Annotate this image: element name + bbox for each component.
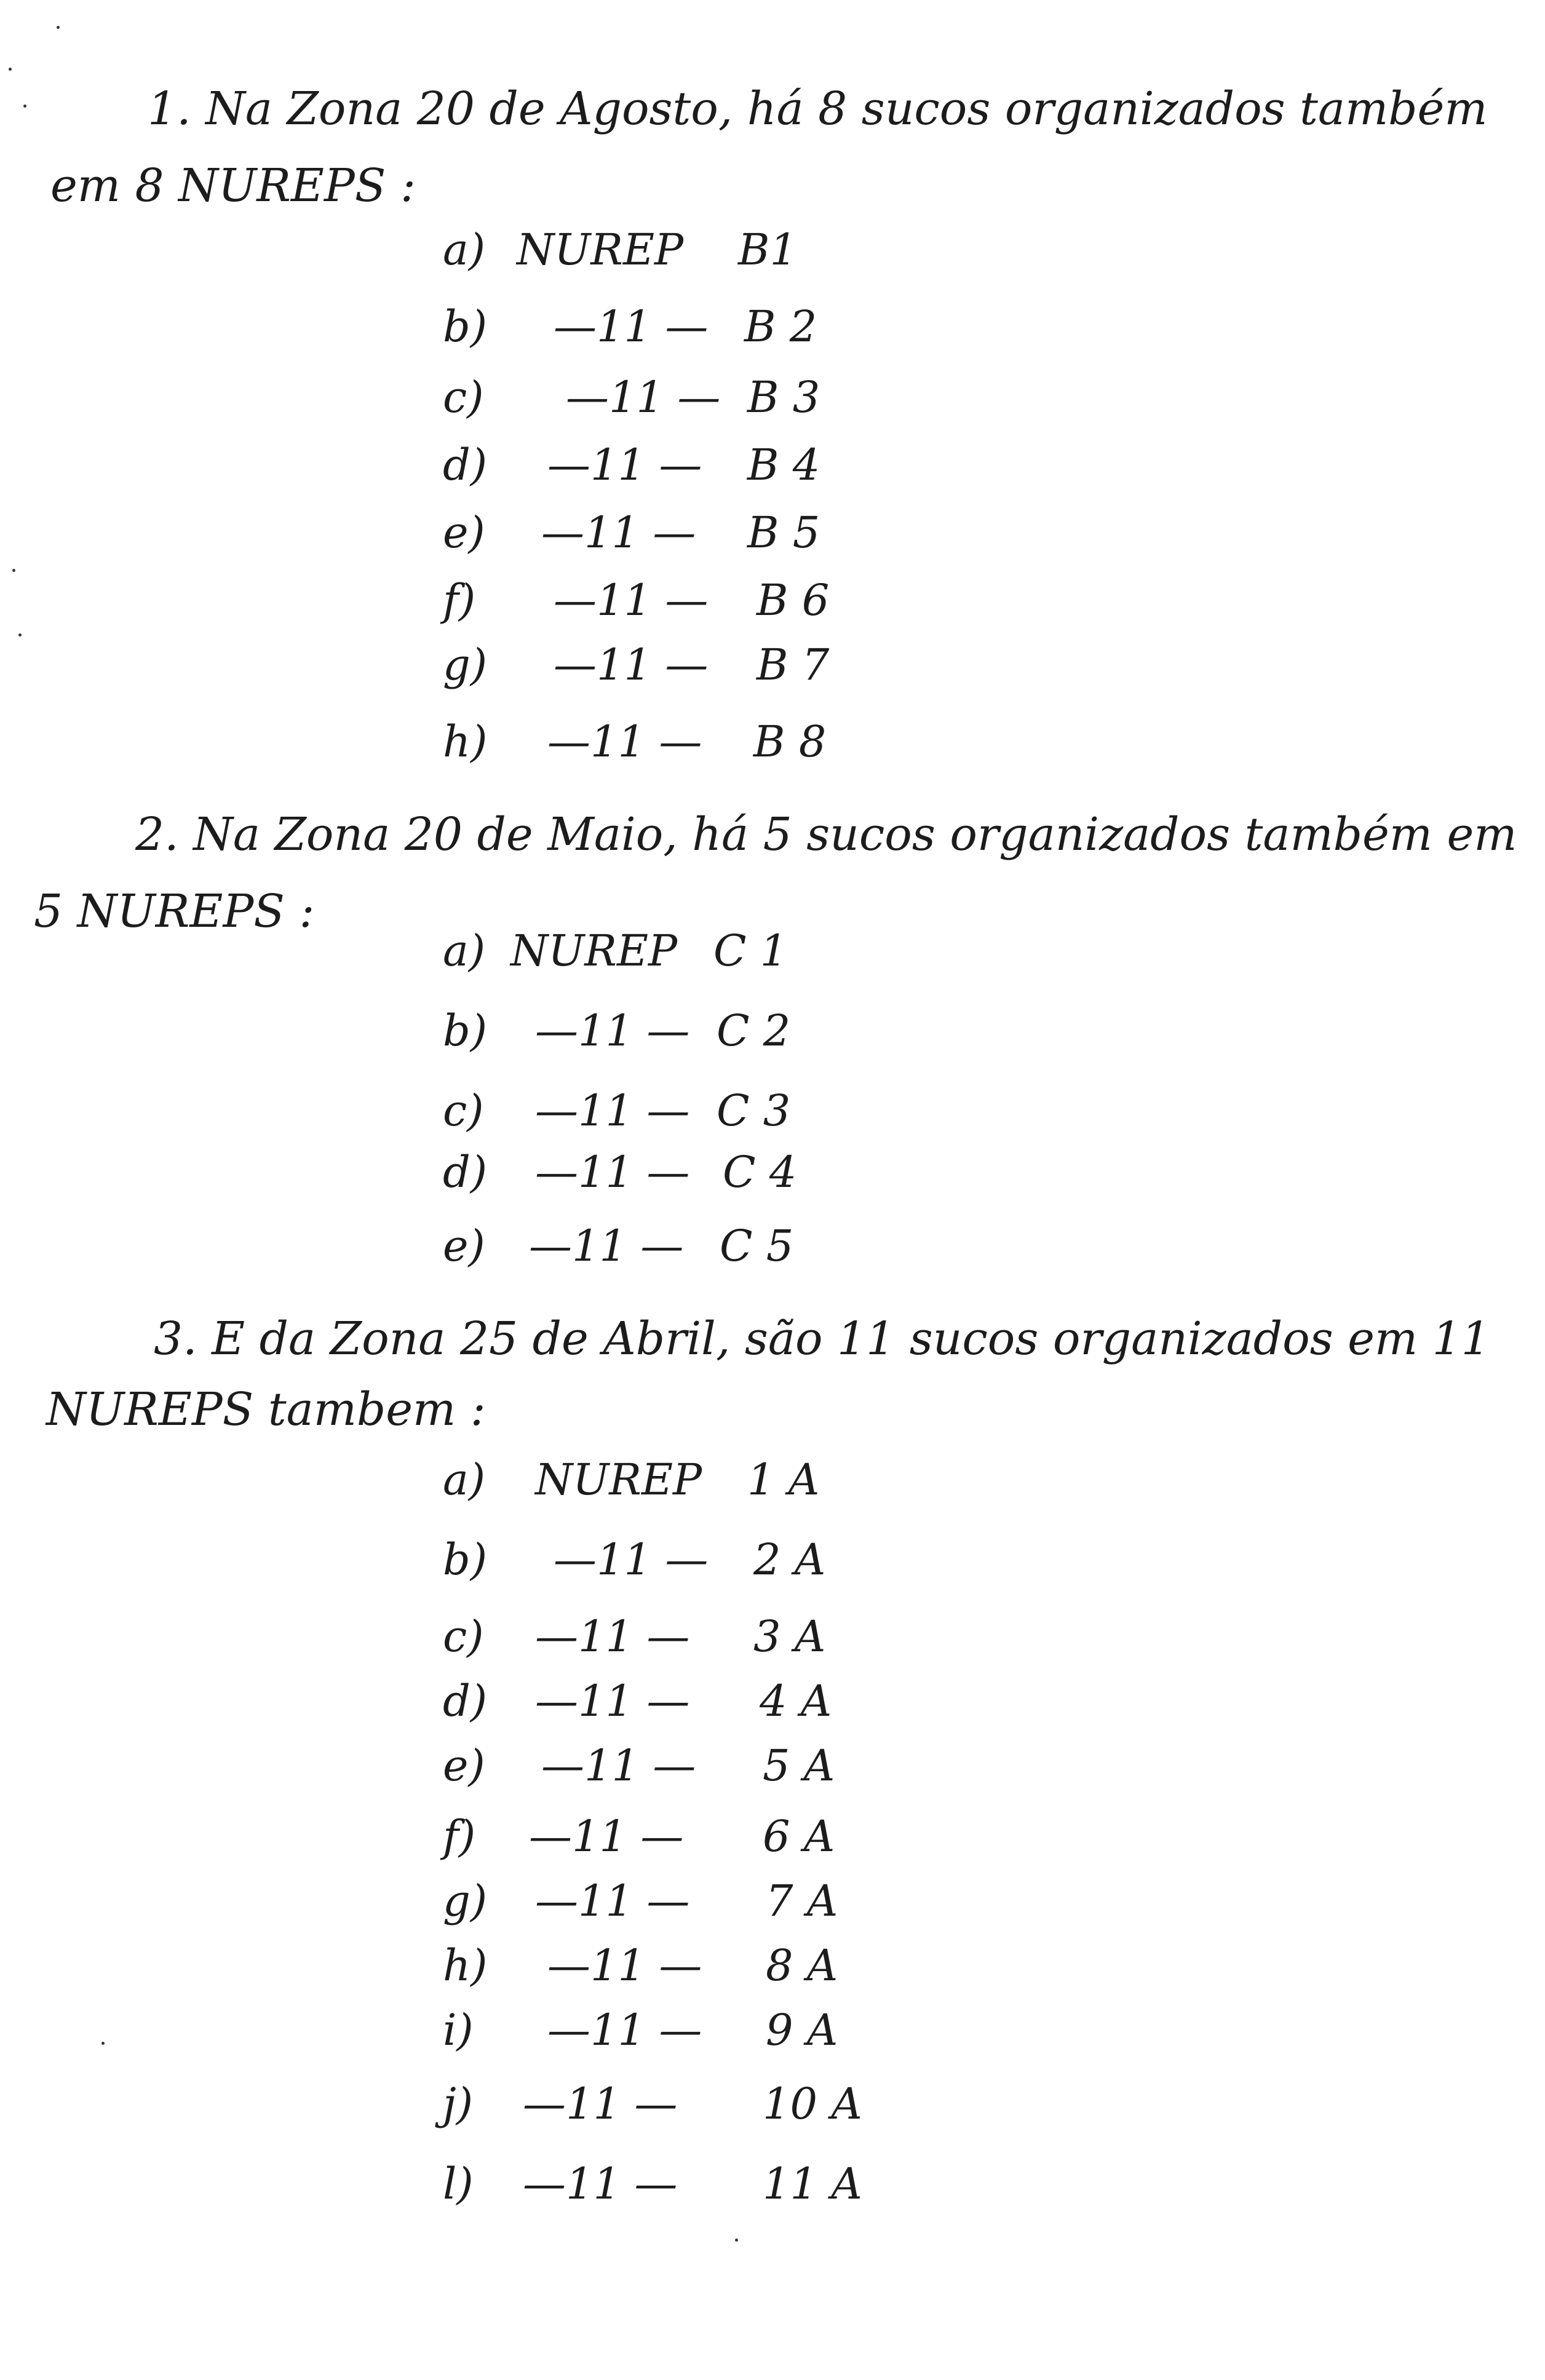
item-letter: e): [443, 1221, 485, 1271]
item-code: 1 A: [747, 1454, 820, 1505]
item-ditto: —11 —: [535, 1006, 690, 1056]
item-code: 11 A: [763, 2159, 862, 2209]
section-3-heading-line-1: 3. E da Zona 25 de Abril, são 11 sucos organizados em 11: [154, 1312, 1490, 1365]
item-code: C 2: [717, 1006, 791, 1056]
item-name: NUREP: [535, 1454, 702, 1505]
item-ditto: —11 —: [547, 440, 702, 490]
item-letter: d): [443, 440, 488, 490]
section-3-heading-line-2: NUREPS tambem :: [46, 1383, 486, 1436]
item-letter: h): [443, 1940, 488, 1991]
item-code: B 8: [753, 716, 827, 767]
item-ditto: —11 —: [529, 1811, 684, 1862]
item-letter: i): [443, 2005, 474, 2055]
section-2-heading-line-2: 5 NUREPS :: [34, 885, 315, 938]
item-code: 10 A: [763, 2079, 862, 2129]
item-code: B1: [738, 224, 797, 275]
item-code: C 1: [713, 926, 788, 976]
item-code: C 3: [717, 1085, 791, 1136]
item-letter: a): [443, 926, 486, 976]
item-ditto: —11 —: [547, 716, 702, 767]
item-ditto: —11 —: [541, 1740, 696, 1791]
item-code: B 6: [757, 575, 830, 625]
item-code: B 7: [757, 640, 830, 690]
item-letter: e): [443, 507, 485, 558]
item-letter: c): [443, 1611, 484, 1662]
item-ditto: —11 —: [535, 1611, 690, 1662]
item-ditto: —11 —: [541, 507, 696, 558]
item-ditto: —11 —: [547, 2005, 702, 2055]
item-letter: f): [443, 1811, 476, 1862]
section-1-heading-line-1: 1. Na Zona 20 de Agosto, há 8 sucos organizados também: [148, 82, 1488, 135]
item-code: 7 A: [766, 1876, 838, 1926]
section-2-heading-line-1: 2. Na Zona 20 de Maio, há 5 sucos organizados também em: [135, 808, 1517, 861]
item-letter: g): [443, 640, 488, 690]
item-ditto: —11 —: [554, 301, 709, 352]
item-letter: g): [443, 1876, 488, 1926]
item-letter: j): [443, 2079, 474, 2129]
item-code: C 4: [723, 1147, 797, 1197]
item-ditto: —11 —: [523, 2079, 678, 2129]
item-code: B 5: [747, 507, 820, 558]
item-letter: a): [443, 224, 486, 275]
item-ditto: —11 —: [529, 1221, 684, 1271]
item-letter: l): [443, 2159, 474, 2209]
item-ditto: —11 —: [535, 1676, 690, 1726]
item-code: 6 A: [763, 1811, 835, 1862]
item-letter: f): [443, 575, 476, 625]
item-ditto: —11 —: [523, 2159, 678, 2209]
item-code: 9 A: [766, 2005, 838, 2055]
item-ditto: —11 —: [554, 1534, 709, 1585]
item-ditto: —11 —: [554, 640, 709, 690]
item-ditto: —11 —: [547, 1940, 702, 1991]
section-1-heading-line-2: em 8 NUREPS :: [50, 159, 416, 212]
item-name: NUREP: [510, 926, 678, 976]
item-letter: c): [443, 1085, 484, 1136]
item-ditto: —11 —: [535, 1147, 690, 1197]
item-code: 8 A: [766, 1940, 838, 1991]
item-code: B 3: [747, 372, 820, 422]
item-letter: b): [443, 1006, 488, 1056]
item-code: B 4: [747, 440, 820, 490]
item-code: 4 A: [760, 1676, 832, 1726]
item-code: 5 A: [763, 1740, 835, 1791]
item-letter: b): [443, 1534, 488, 1585]
item-code: B 2: [744, 301, 817, 352]
item-ditto: —11 —: [535, 1876, 690, 1926]
item-ditto: —11 —: [535, 1085, 690, 1136]
item-letter: c): [443, 372, 484, 422]
item-letter: e): [443, 1740, 485, 1791]
item-code: C 5: [720, 1221, 794, 1271]
item-letter: d): [443, 1676, 488, 1726]
item-ditto: —11 —: [554, 575, 709, 625]
item-letter: b): [443, 301, 488, 352]
item-name: NUREP: [517, 224, 684, 275]
item-ditto: —11 —: [566, 372, 721, 422]
item-code: 3 A: [753, 1611, 826, 1662]
item-letter: d): [443, 1147, 488, 1197]
item-code: 2 A: [753, 1534, 826, 1585]
item-letter: h): [443, 716, 488, 767]
item-letter: a): [443, 1454, 486, 1505]
